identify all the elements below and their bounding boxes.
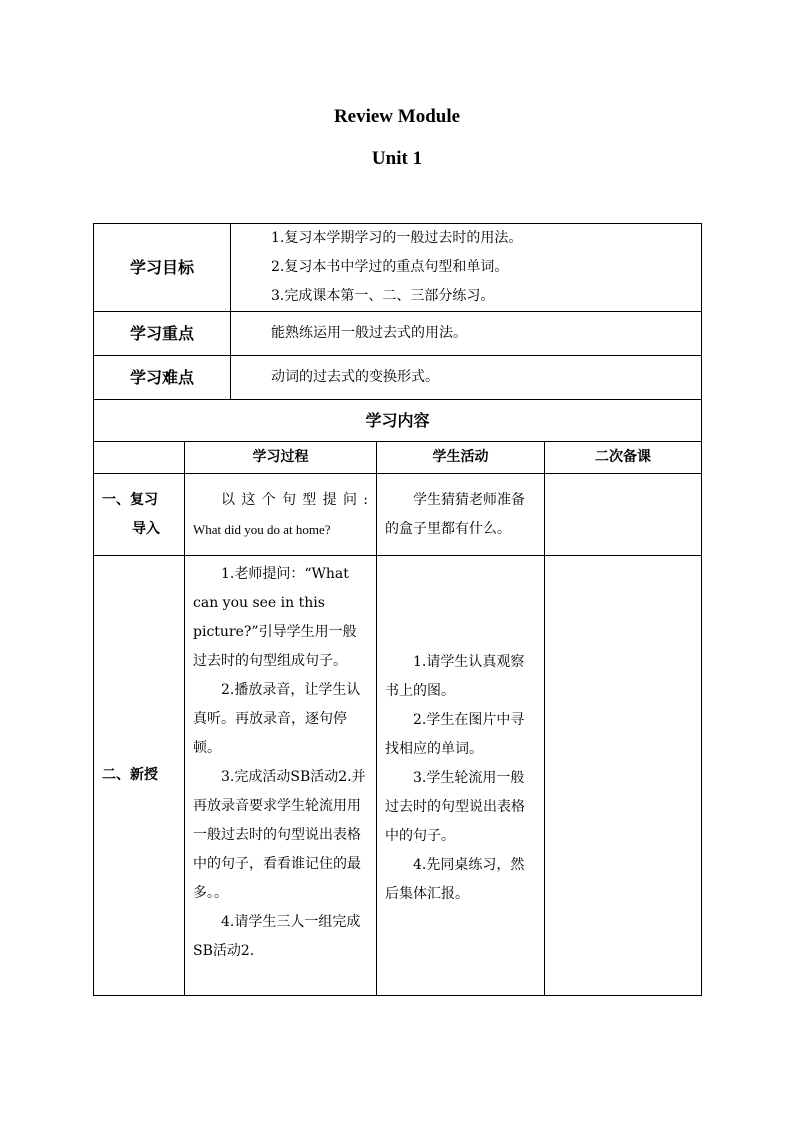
section2-process <box>185 556 377 996</box>
column-header-process: 学习过程 <box>185 442 377 474</box>
goal-item: 2.复习本书中学过的重点句型和单词。 <box>271 259 509 275</box>
section1-label <box>94 474 185 556</box>
section2-revision <box>545 556 702 996</box>
section2-activity-item: 3.学生轮流用一般过去时的句型说出表格中的句子。 <box>385 770 526 844</box>
section1-label-line2: 导入 <box>132 520 160 537</box>
lesson-plan-table <box>93 223 702 996</box>
section1-label-line1: 一、复习 <box>102 491 158 508</box>
section2-process-item: 1.老师提问：“What can you see in this picture?”引导学生用一般过去时的句型组成句子。 <box>193 566 357 669</box>
difficulty-row <box>94 356 702 400</box>
section2-process-item: 3.完成活动SB活动2.并再放录音要求学生轮流用用一般过去时的句型说出表格中的句子，看看谁记住的最多。。 <box>193 769 366 901</box>
column-header-activity: 学生活动 <box>377 442 545 474</box>
content-header: 学习内容 <box>94 400 702 442</box>
goal-item: 1.复习本学期学习的一般过去时的用法。 <box>271 230 523 246</box>
section1-process-cn: 以这个句型提问: <box>221 491 369 508</box>
section2-label: 二、新授 <box>94 556 185 996</box>
column-header-revision: 二次备课 <box>545 442 702 474</box>
difficulty-label: 学习难点 <box>94 356 231 400</box>
goals-row <box>94 224 702 312</box>
document-subtitle: Unit 1 <box>371 148 423 169</box>
section2-activity-item: 1.请学生认真观察书上的图。 <box>385 654 525 699</box>
difficulty-text: 动词的过去式的变换形式。 <box>231 356 702 400</box>
keypoint-row <box>94 312 702 356</box>
keypoint-text: 能熟练运用一般过去式的用法。 <box>231 312 702 356</box>
section2-activity-item: 4.先同桌练习，然后集体汇报。 <box>385 857 525 902</box>
section2-activity <box>377 556 545 996</box>
empty-header-cell <box>94 442 185 474</box>
keypoint-label: 学习重点 <box>94 312 231 356</box>
goals-label: 学习目标 <box>94 224 231 312</box>
document-title: Review Module <box>333 106 461 127</box>
section1-process <box>185 474 377 556</box>
section1-process-en: What did you do at home? <box>193 521 331 537</box>
content-header-row <box>94 400 702 442</box>
column-header-row <box>94 442 702 474</box>
goals-content <box>231 224 702 312</box>
section1-activity-text: 学生猜猜老师准备的盒子里都有什么。 <box>385 491 526 537</box>
section2-activity-item: 2.学生在图片中寻找相应的单词。 <box>385 712 525 757</box>
section1-activity <box>377 474 545 556</box>
goal-item: 3.完成课本第一、二、三部分练习。 <box>271 288 495 304</box>
section2-process-item: 4.请学生三人一组完成SB活动2. <box>193 914 361 959</box>
section2-process-item: 2.播放录音，让学生认真听。再放录音，逐句停顿。 <box>193 682 361 756</box>
section2-row <box>94 556 702 996</box>
section1-revision <box>545 474 702 556</box>
section1-row <box>94 474 702 556</box>
